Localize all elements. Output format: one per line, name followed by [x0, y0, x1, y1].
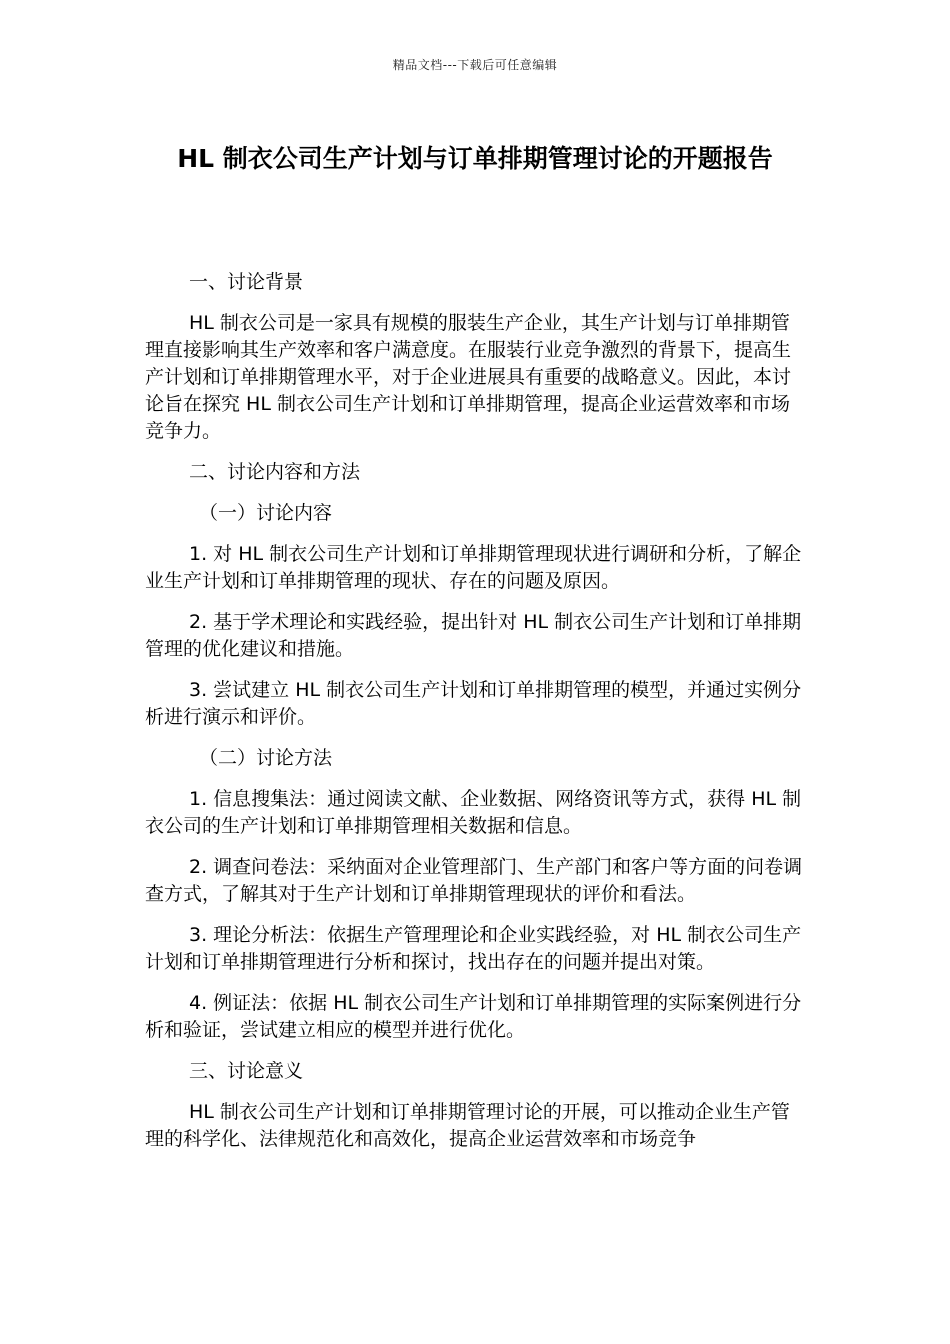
- list-item-content-3: 3. 尝试建立 HL 制衣公司生产计划和订单排期管理的模型，并通过实例分析进行演示和评价。: [145, 679, 802, 728]
- section-heading-significance: 三、讨论意义: [189, 1060, 304, 1082]
- subsection-heading-method: （二）讨论方法: [199, 747, 333, 769]
- paragraph-significance: HL 制衣公司生产计划和订单排期管理讨论的开展，可以推动企业生产管理的科学化、法律规范化和高效化，提高企业运营效率和市场竞争: [145, 1101, 790, 1150]
- list-item-content-2: 2. 基于学术理论和实践经验，提出针对 HL 制衣公司生产计划和订单排期管理的优化建议和措施。: [145, 611, 802, 660]
- section-heading-content-method: 二、讨论内容和方法: [189, 461, 361, 483]
- list-item-method-1: 1. 信息搜集法：通过阅读文献、企业数据、网络资讯等方式，获得 HL 制衣公司的生产计划和订单排期管理相关数据和信息。: [145, 788, 802, 837]
- document-title: HL 制衣公司生产计划与订单排期管理讨论的开题报告: [177, 144, 773, 173]
- list-item-content-1: 1. 对 HL 制衣公司生产计划和订单排期管理现状进行调研和分析，了解企业生产计划和订单排期管理的现状、存在的问题及原因。: [145, 543, 802, 592]
- document-body: [145, 269, 805, 1167]
- paragraph-background: HL 制衣公司是一家具有规模的服装生产企业，其生产计划与订单排期管理直接影响其生产效率和客户满意度。在服装行业竞争激烈的背景下，提高生产计划和订单排期管理水平，对于企业进展具有重要的战略意义。因此，本讨论旨在探究 HL 制衣公司生产计划和订单排期管理，提高企业运营效率和市场竞争力。: [145, 312, 792, 442]
- list-item-method-4: 4. 例证法：依据 HL 制衣公司生产计划和订单排期管理的实际案例进行分析和验证，尝试建立相应的模型并进行优化。: [145, 992, 802, 1041]
- header-note: 精品文档---下载后可任意编辑: [392, 58, 558, 72]
- subsection-heading-content: （一）讨论内容: [199, 502, 333, 524]
- section-heading-background: 一、讨论背景: [189, 271, 304, 293]
- list-item-method-2: 2. 调查问卷法：采纳面对企业管理部门、生产部门和客户等方面的问卷调查方式，了解其对于生产计划和订单排期管理现状的评价和看法。: [145, 856, 803, 905]
- list-item-method-3: 3. 理论分析法：依据生产管理理论和企业实践经验，对 HL 制衣公司生产计划和订单排期管理进行分析和探讨，找出存在的问题并提出对策。: [145, 924, 802, 973]
